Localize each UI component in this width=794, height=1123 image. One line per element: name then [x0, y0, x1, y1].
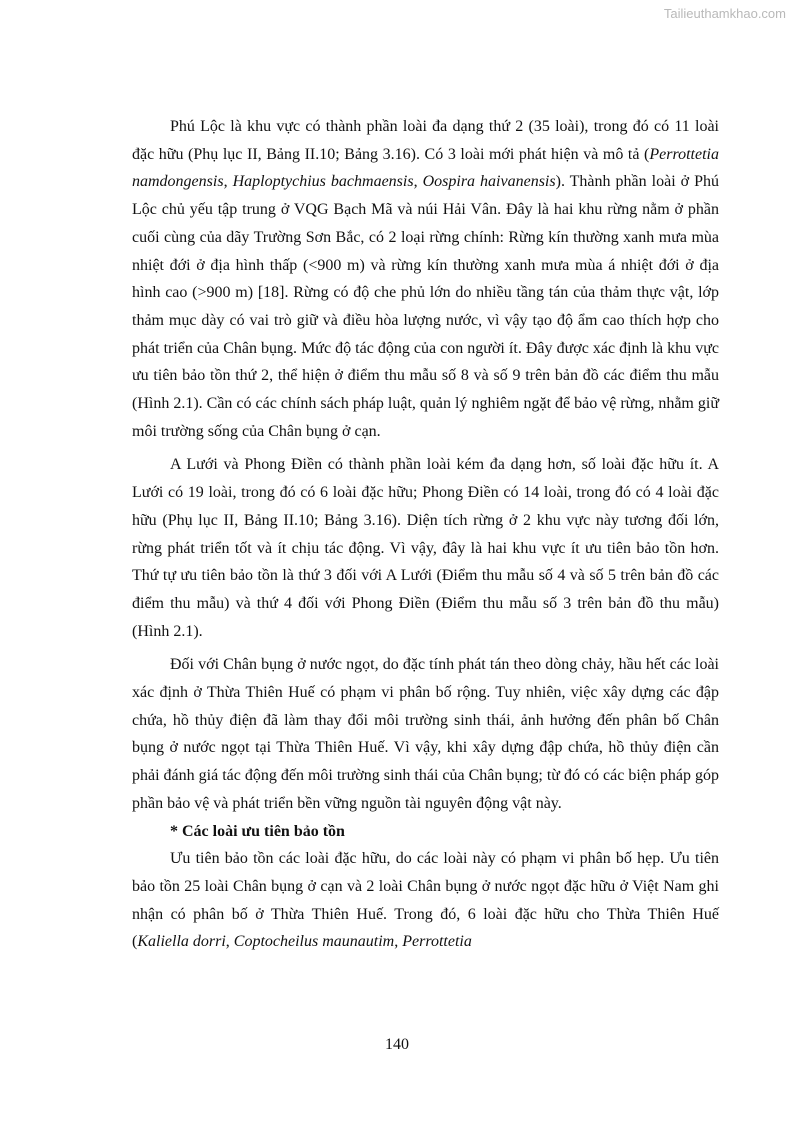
document-body [132, 113, 719, 962]
paragraph-a-luoi-phong-dien [132, 451, 719, 645]
text-segment: , [225, 933, 234, 951]
text-segment: A Lưới và Phong Điền có thành phần loài kém đa dạng hơn, số loài đặc hữu ít. A Lưới có 19 loài, trong đó có 6 loài đặc hữu; Phong Điền có 14 loài, trong đó có 4 loài đặc hữu (Phụ lục II, Bảng II.10; Bảng 3.16). Diện tích rừng ở 2 khu vực này tương đối lớn, rừng phát triển tốt và ít chịu tác động. Vì vậy, đây là hai khu vực ít ưu tiên bảo tồn hơn. Thứ tự ưu tiên bảo tồn là thứ 3 đối với A Lưới (Điểm thu mẫu số 4 và số 5 trên bản đồ các điểm thu mẫu) và thứ 4 đối với Phong Điền (Điểm thu mẫu số 3 trên bản đồ thu mẫu) (Hình 2.1). [132, 456, 719, 640]
text-segment: ). Thành phần loài ở Phú Lộc chủ yếu tập trung ở VQG Bạch Mã và núi Hải Vân. Đây là hai khu rừng nằm ở phần cuối cùng của dãy Trường Sơn Bắc, có 2 loại rừng chính: Rừng kín thường xanh mưa mùa nhiệt đới ở địa hình thấp (<900 m) và rừng kín thường xanh mưa mùa á nhiệt đới ở địa hình cao (>900 m) [18]. Rừng có độ che phủ lớn do nhiều tầng tán của thảm thực vật, lớp thảm mục dày có vai trò giữ và điều hòa lượng nước, vì vậy tạo độ ẩm cao thích hợp cho phát triển của Chân bụng. Mức độ tác động của con người ít. Đây được xác định là khu vực ưu tiên bảo tồn thứ 2, thể hiện ở điểm thu mẫu số 8 và số 9 trên bản đồ các điểm thu mẫu (Hình 2.1). Cần có các chính sách pháp luật, quản lý nghiêm ngặt để bảo vệ rừng, nhằm giữ môi trường sống của Chân bụng ở cạn. [132, 173, 720, 440]
paragraph-priority-species [132, 845, 719, 956]
species-name: Perrottetia [402, 933, 472, 951]
text-segment: , [223, 173, 233, 191]
species-name: Perrottetia namdongensis [132, 145, 719, 191]
text-segment: Phú Lộc là khu vực có thành phần loài đa dạng thứ 2 (35 loài), trong đó có 11 loài đặc hữu (Phụ lục II, Bảng II.10; Bảng 3.16). Có 3 loài mới phát hiện và mô tả ( [132, 118, 719, 163]
text-segment: , [394, 933, 403, 951]
section-heading: * Các loài ưu tiên bảo tồn [170, 822, 345, 840]
page-number: 140 [385, 1036, 409, 1053]
text-segment: , [413, 173, 423, 191]
paragraph-freshwater [132, 651, 719, 817]
species-name: Kaliella dorri [137, 933, 226, 951]
species-name: Haploptychius bachmaensis [232, 173, 414, 191]
species-name: Oospira haivanensis [422, 173, 556, 191]
text-segment: Ưu tiên bảo tồn các loài đặc hữu, do các loài này có phạm vi phân bố hẹp. Ưu tiên bảo tồn 25 loài Chân bụng ở cạn và 2 loài Chân bụng ở nước ngọt đặc hữu ở Việt Nam ghi nhận có phân bố ở Thừa Thiên Huế. Trong đó, 6 loài đặc hữu cho Thừa Thiên Huế ( [132, 850, 719, 951]
paragraph-phu-loc [132, 113, 719, 445]
species-name: Coptocheilus maunautim [233, 933, 395, 951]
text-segment: Đối với Chân bụng ở nước ngọt, do đặc tính phát tán theo dòng chảy, hầu hết các loài xác định ở Thừa Thiên Huế có phạm vi phân bố rộng. Tuy nhiên, việc xây dựng các đập chứa, hồ thủy điện đã làm thay đổi môi trường sinh thái, ảnh hưởng đến phân bố Chân bụng ở nước ngọt tại Thừa Thiên Huế. Vì vậy, khi xây dựng đập chứa, hồ thủy điện cần phải đánh giá tác động đến môi trường sinh thái của Chân bụng; từ đó có các biện pháp góp phần bảo vệ và phát triển bền vững nguồn tài nguyên động vật này. [132, 656, 719, 812]
watermark: Tailieuthamkhao.com [663, 6, 786, 21]
